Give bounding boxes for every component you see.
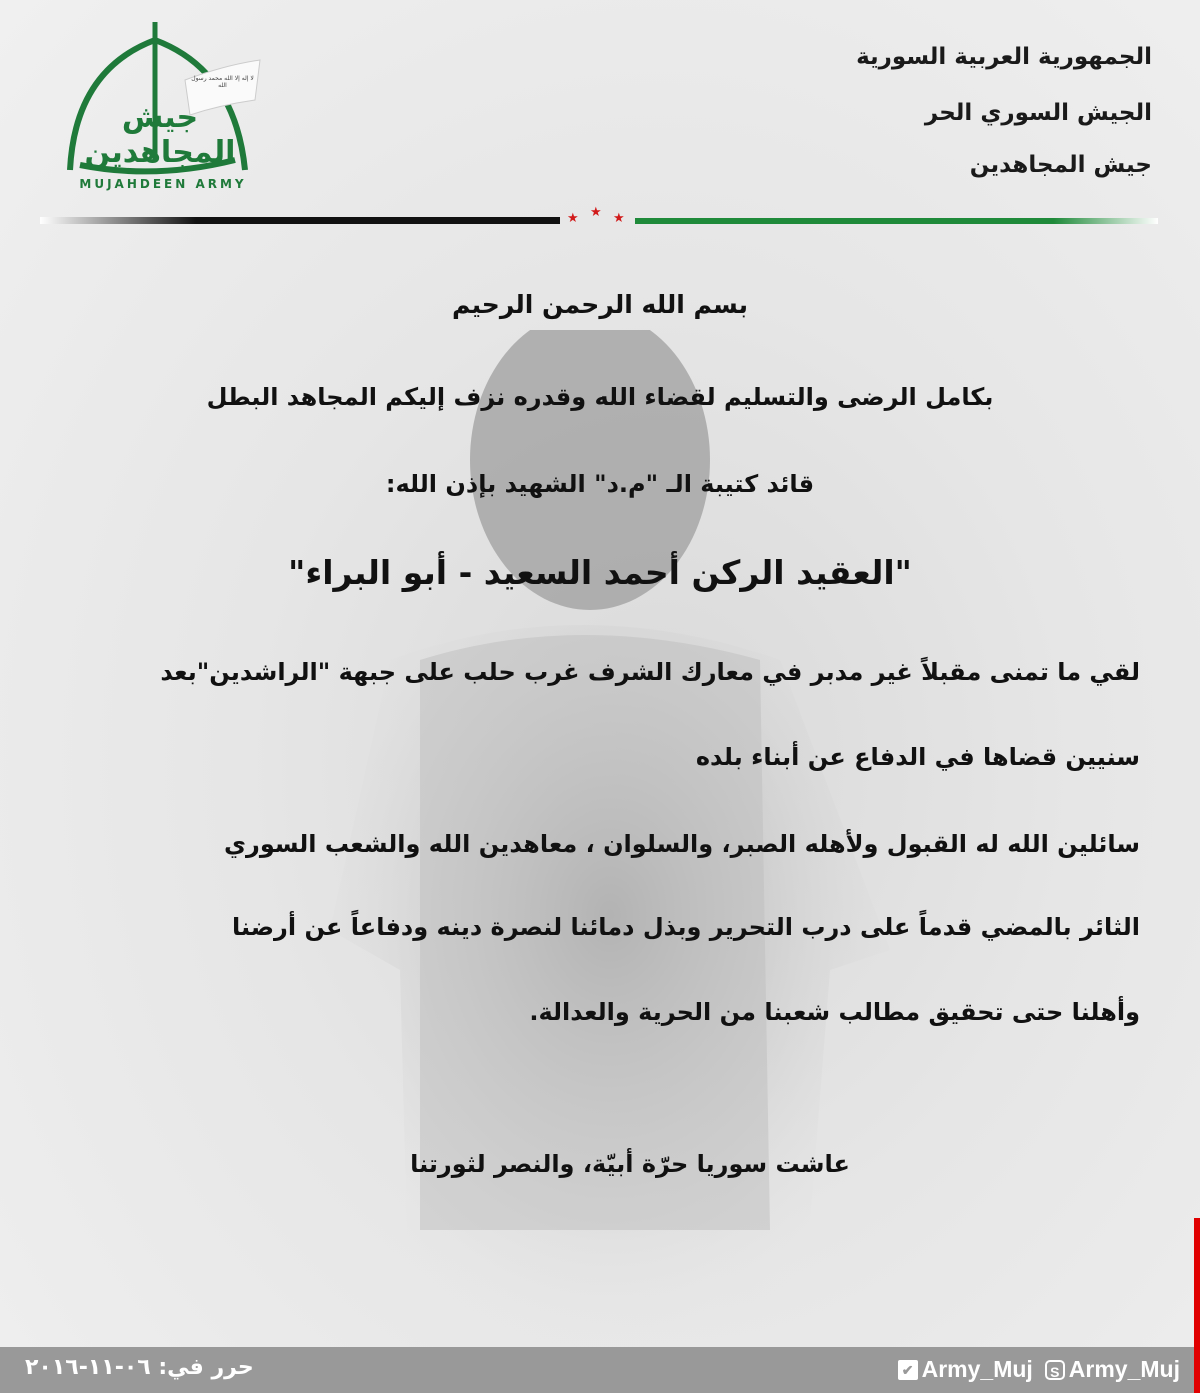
logo-arabic: جيش المجاهدين — [84, 100, 236, 170]
skype-link[interactable] — [1045, 1356, 1180, 1383]
star-icon: ★ — [590, 205, 602, 220]
closing-line: عاشت سوريا حرّة أبيّة، والنصر لثورتنا — [410, 1150, 850, 1178]
intro-line-1: بكامل الرضى والتسليم لقضاء الله وقدره نزف إليكم المجاهد البطل — [206, 383, 994, 411]
footer-date: حرر في: ٠٦-١١-٢٠١٦ — [25, 1355, 254, 1380]
star-icon: ★ — [567, 211, 579, 226]
footer-bar — [0, 1347, 1200, 1393]
skype-icon: S — [1045, 1360, 1065, 1380]
star-icon: ★ — [613, 211, 625, 226]
paragraph-line: سنيين قضاها في الدفاع عن أبناء بلده — [695, 743, 1140, 771]
header-line-army: جيش المجاهدين — [969, 152, 1152, 178]
twitter-link[interactable] — [898, 1356, 1033, 1383]
red-accent-bar — [1194, 1218, 1200, 1393]
paragraph-line: لقي ما تمنى مقبلاً غير مدبر في معارك الشرف غرب حلب على جبهة "الراشدين"بعد — [160, 658, 1140, 686]
divider-stars — [565, 205, 630, 225]
twitter-icon: ✔ — [898, 1360, 918, 1380]
skype-handle: Army_Muj — [1068, 1356, 1180, 1382]
header-line-country: الجمهورية العربية السورية — [856, 44, 1152, 70]
paragraph-line: وأهلنا حتى تحقيق مطالب شعبنا من الحرية والعدالة. — [529, 998, 1140, 1026]
paragraph-line: سائلين الله له القبول ولأهله الصبر، والسلوان ، معاهدين الله والشعب السوري — [224, 830, 1140, 858]
martyr-name: "العقيد الركن أحمد السعيد - أبو البراء" — [288, 553, 912, 592]
logo-flag-text: لا إله إلا الله محمد رسول الله — [191, 75, 254, 89]
twitter-handle: Army_Muj — [921, 1356, 1033, 1382]
intro-line-2: قائد كتيبة الـ "م.د" الشهيد بإذن الله: — [385, 470, 815, 498]
basmala: بسم الله الرحمن الرحيم — [452, 290, 748, 319]
header-line-fsa: الجيش السوري الحر — [924, 100, 1152, 126]
logo — [55, 20, 265, 195]
logo-latin: MUJAHDEEN ARMY — [79, 177, 247, 191]
paragraph-line: الثائر بالمضي قدماً على درب التحرير وبذل دمائنا لنصرة دينه ودفاعاً عن أرضنا — [232, 913, 1140, 941]
divider-green — [635, 218, 1158, 224]
divider-black — [40, 217, 560, 224]
